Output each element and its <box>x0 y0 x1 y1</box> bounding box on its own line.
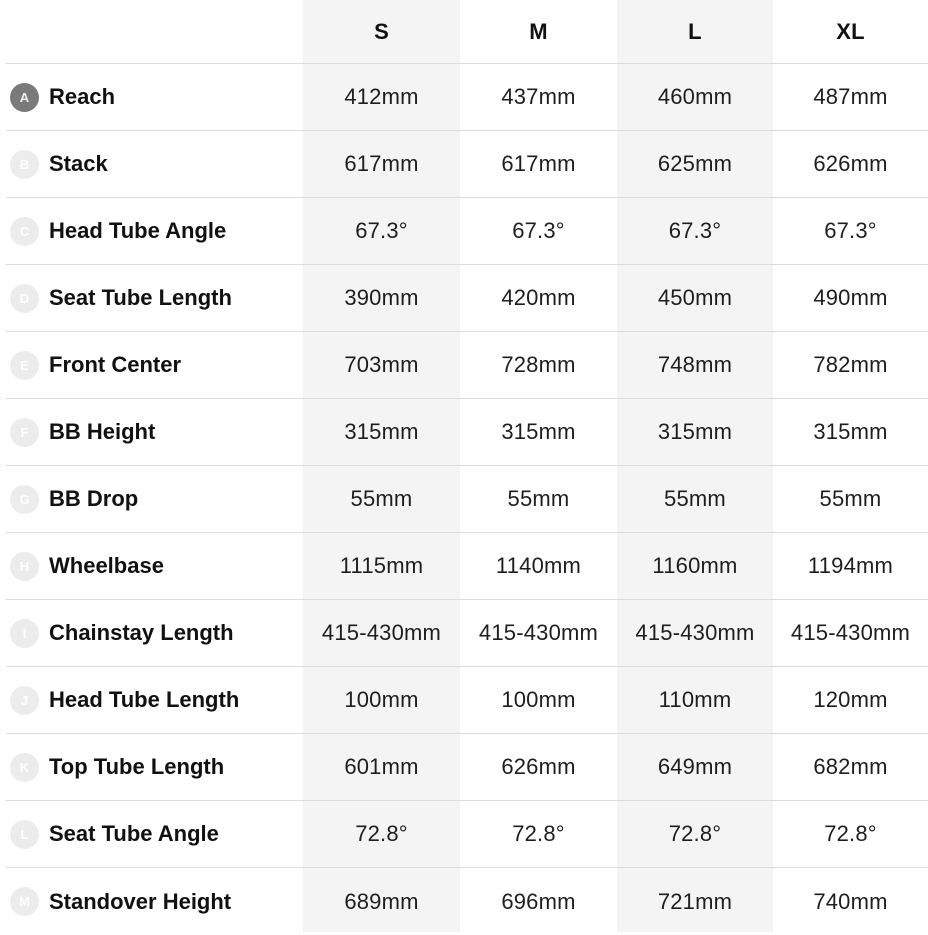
measurement-letter-badge: C <box>10 217 39 246</box>
value-cell-size-m: 437mm <box>501 84 576 109</box>
value-cell-size-l: 1160mm <box>652 553 738 578</box>
row-label-cell <box>6 533 303 599</box>
header-size-l: L <box>688 18 702 44</box>
value-cell-size-l: 415-430mm <box>635 620 755 645</box>
value-cell-size-s: 601mm <box>344 754 419 779</box>
measurement-name: Wheelbase <box>49 553 164 578</box>
value-cell-size-xl: 72.8° <box>824 821 877 846</box>
value-cell-size-l: 748mm <box>657 352 733 377</box>
header-size-xl: XL <box>836 18 865 44</box>
value-cell-size-xl: 782mm <box>813 352 888 377</box>
value-cell-size-xl: 67.3° <box>824 218 877 243</box>
value-cell-size-l: 110mm <box>658 687 732 712</box>
value-cell-size-m: 1140mm <box>495 553 582 578</box>
value-cell-size-s: 1115mm <box>339 553 424 578</box>
value-cell-size-xl: 626mm <box>813 151 888 176</box>
measurement-letter-badge: G <box>10 485 39 514</box>
measurement-name: BB Height <box>49 419 156 444</box>
value-cell-size-l: 450mm <box>657 285 733 310</box>
value-cell-size-s: 315mm <box>344 419 419 444</box>
value-cell-size-s: 67.3° <box>355 218 408 243</box>
table-row <box>6 64 928 131</box>
value-cell-size-m: 67.3° <box>512 218 565 243</box>
value-cell-size-xl: 740mm <box>813 888 888 914</box>
measurement-letter-badge: B <box>10 150 39 179</box>
table-row <box>6 533 928 600</box>
measurement-name: Front Center <box>49 352 181 377</box>
table-row <box>6 399 928 466</box>
measurement-name: Head Tube Angle <box>49 218 227 243</box>
value-cell-size-m: 315mm <box>501 419 576 444</box>
table-row <box>6 667 928 734</box>
measurement-name: Seat Tube Length <box>49 285 232 310</box>
value-cell-size-l: 649mm <box>657 754 733 779</box>
value-cell-size-m: 55mm <box>507 486 570 511</box>
measurement-letter-badge: A <box>10 83 39 112</box>
value-cell-size-xl: 315mm <box>813 419 888 444</box>
value-cell-size-l: 72.8° <box>668 821 722 846</box>
measurement-letter-badge: F <box>10 418 39 447</box>
table-row <box>6 131 928 198</box>
value-cell-size-s: 412mm <box>344 84 419 109</box>
row-label-cell <box>6 734 303 800</box>
value-cell-size-m: 415-430mm <box>478 620 599 645</box>
value-cell-size-l: 721mm <box>657 888 733 914</box>
measurement-name: BB Drop <box>49 486 139 511</box>
measurement-letter-badge: I <box>10 619 39 648</box>
measurement-letter-badge: E <box>10 351 39 380</box>
value-cell-size-s: 72.8° <box>355 821 408 846</box>
value-cell-size-l: 55mm <box>664 486 726 511</box>
measurement-name: Head Tube Length <box>49 687 240 712</box>
value-cell-size-m: 72.8° <box>512 821 565 846</box>
row-label-cell <box>6 131 303 197</box>
header-size-m: M <box>529 18 548 44</box>
row-label-cell <box>6 667 303 733</box>
value-cell-size-l: 460mm <box>657 84 733 109</box>
value-cell-size-xl: 682mm <box>813 754 888 779</box>
measurement-name: Chainstay Length <box>49 620 234 645</box>
value-cell-size-s: 689mm <box>344 888 419 914</box>
value-cell-size-m: 617mm <box>501 151 576 176</box>
value-cell-size-m: 100mm <box>501 687 576 712</box>
table-row <box>6 265 928 332</box>
value-cell-size-xl: 415-430mm <box>790 620 911 645</box>
value-cell-size-l: 315mm <box>657 419 733 444</box>
value-cell-size-xl: 55mm <box>819 486 882 511</box>
header-size-s: S <box>374 18 389 44</box>
table-row <box>6 868 928 935</box>
value-cell-size-s: 390mm <box>344 285 419 310</box>
measurement-letter-badge: H <box>10 552 39 581</box>
value-cell-size-m: 626mm <box>501 754 576 779</box>
value-cell-size-xl: 487mm <box>813 84 888 109</box>
table-row <box>6 198 928 265</box>
value-cell-size-m: 696mm <box>501 888 576 914</box>
value-cell-size-s: 703mm <box>344 352 419 377</box>
row-label-cell <box>6 600 303 666</box>
value-cell-size-xl: 490mm <box>813 285 888 310</box>
measurement-name: Stack <box>49 151 108 176</box>
row-label-cell <box>6 466 303 532</box>
value-cell-size-s: 617mm <box>344 151 419 176</box>
measurement-letter-badge: K <box>10 753 39 782</box>
table-row <box>6 734 928 801</box>
measurement-name: Seat Tube Angle <box>49 821 219 846</box>
value-cell-size-l: 625mm <box>657 151 733 176</box>
measurement-name: Standover Height <box>49 888 232 914</box>
row-label-cell <box>6 198 303 264</box>
value-cell-size-s: 100mm <box>344 687 419 712</box>
table-row <box>6 600 928 667</box>
header-row <box>6 0 928 64</box>
measurement-name: Reach <box>49 84 116 109</box>
row-label-cell <box>6 64 303 130</box>
value-cell-size-s: 55mm <box>350 486 413 511</box>
measurement-letter-badge: M <box>10 887 39 916</box>
row-label-cell <box>6 332 303 398</box>
row-label-cell <box>6 801 303 867</box>
row-label-cell <box>6 399 303 465</box>
value-cell-size-xl: 120mm <box>813 687 888 712</box>
value-cell-size-l: 67.3° <box>668 218 722 243</box>
row-label-cell <box>6 265 303 331</box>
measurement-letter-badge: D <box>10 284 39 313</box>
measurement-name: Top Tube Length <box>49 754 225 779</box>
value-cell-size-m: 420mm <box>501 285 576 310</box>
value-cell-size-s: 415-430mm <box>321 620 442 645</box>
measurement-letter-badge: J <box>10 686 39 715</box>
table-row <box>6 466 928 533</box>
table-row <box>6 332 928 399</box>
row-label-cell <box>6 868 303 935</box>
header-label-cell <box>6 0 303 63</box>
value-cell-size-xl: 1194mm <box>807 553 894 578</box>
measurement-letter-badge: L <box>10 820 39 849</box>
table-row <box>6 801 928 868</box>
value-cell-size-m: 728mm <box>501 352 576 377</box>
